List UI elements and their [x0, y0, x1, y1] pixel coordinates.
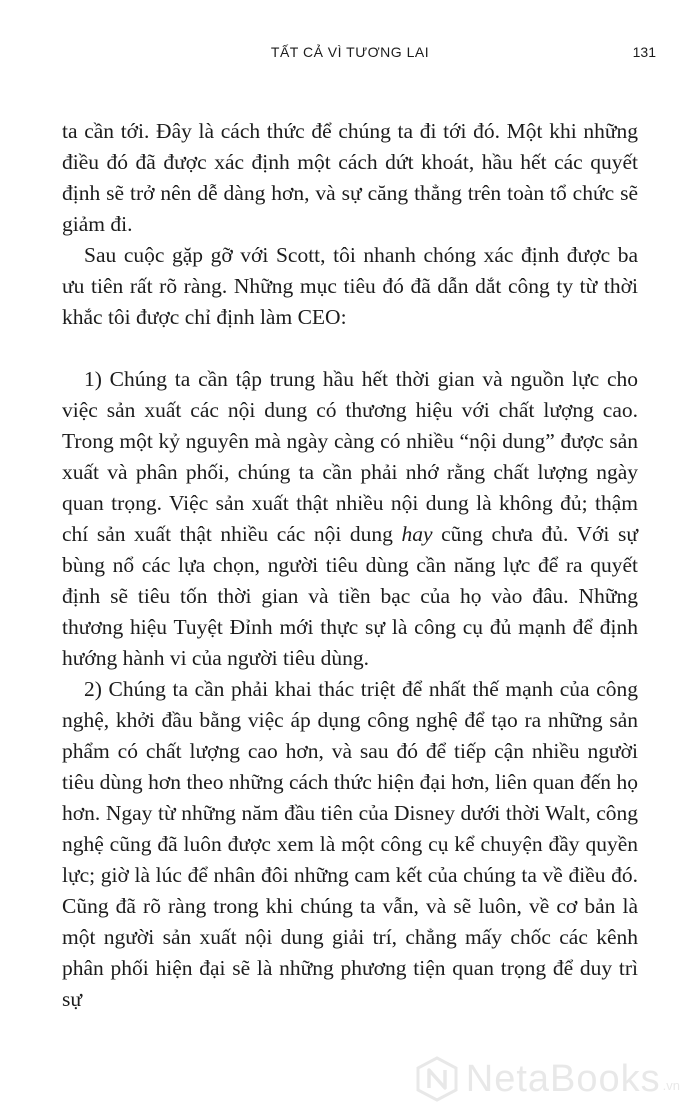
- page-body: [62, 116, 638, 1015]
- italic-word: hay: [401, 522, 433, 546]
- watermark-suffix: .vn: [662, 1077, 680, 1093]
- priority-1-text-start: 1) Chúng ta cần tập trung hầu hết thời gian và nguồn lực cho việc sản xuất các nội dung có thương hiệu với chất lượng cao. Trong một kỷ nguyên mà ngày càng có nhiều “nội dung” được sản xuất và phân phối, chúng ta cần phải nhớ rằng chất lượng ngày quan trọng. Việc sản xuất thật nhiều nội dung là không đủ; thậm chí sản xuất thật nhiều các nội dung: [62, 367, 638, 546]
- paragraph-priority-1: [62, 364, 638, 674]
- paragraph-priorities-intro: Sau cuộc gặp gỡ với Scott, tôi nhanh chóng xác định được ba ưu tiên rất rõ ràng. Những mục tiêu đó đã dẫn dắt công ty từ thời khắc tôi được chỉ định làm CEO:: [62, 243, 638, 329]
- watermark: [414, 1056, 680, 1102]
- watermark-brand: NetaBooks: [465, 1057, 661, 1100]
- netabooks-logo-icon: [414, 1056, 460, 1102]
- page-header: [0, 44, 700, 74]
- paragraph-priority-2: 2) Chúng ta cần phải khai thác triệt để nhất thế mạnh của công nghệ, khởi đầu bằng việc áp dụng công nghệ để tạo ra những sản phẩm có chất lượng cao hơn, và sau đó để tiếp cận nhiều người tiêu dùng hơn theo những cách thức hiện đại hơn, liên quan đến họ hơn. Ngay từ những năm đầu tiên của Disney dưới thời Walt, công nghệ cũng đã luôn được xem là một công cụ kể chuyện đầy quyền lực; giờ là lúc để nhân đôi những cam kết của chúng ta về điều đó. Cũng đã rõ ràng trong khi chúng ta vẫn, và sẽ luôn, về cơ bản là một người sản xuất nội dung giải trí, chẳng mấy chốc các kênh phân phối hiện đại sẽ là những phương tiện quan trọng để duy trì sự: [62, 677, 638, 1011]
- page-number: 131: [632, 44, 656, 60]
- priority-1-text-end: cũng chưa đủ. Với sự bùng nổ các lựa chọn, người tiêu dùng cần năng lực để ra quyết định sẽ tiêu tốn thời gian và tiền bạc của họ vào đâu. Những thương hiệu Tuyệt Đỉnh mới thực sự là công cụ đủ mạnh để định hướng hành vi của người tiêu dùng.: [62, 522, 638, 670]
- paragraph-continuation: ta cần tới. Đây là cách thức để chúng ta đi tới đó. Một khi những điều đó đã được xác định một cách dứt khoát, hầu hết các quyết định sẽ trở nên dễ dàng hơn, và sự căng thẳng trên toàn tổ chức sẽ giảm đi.: [62, 119, 638, 236]
- running-title: TẤT CẢ VÌ TƯƠNG LAI: [270, 44, 430, 60]
